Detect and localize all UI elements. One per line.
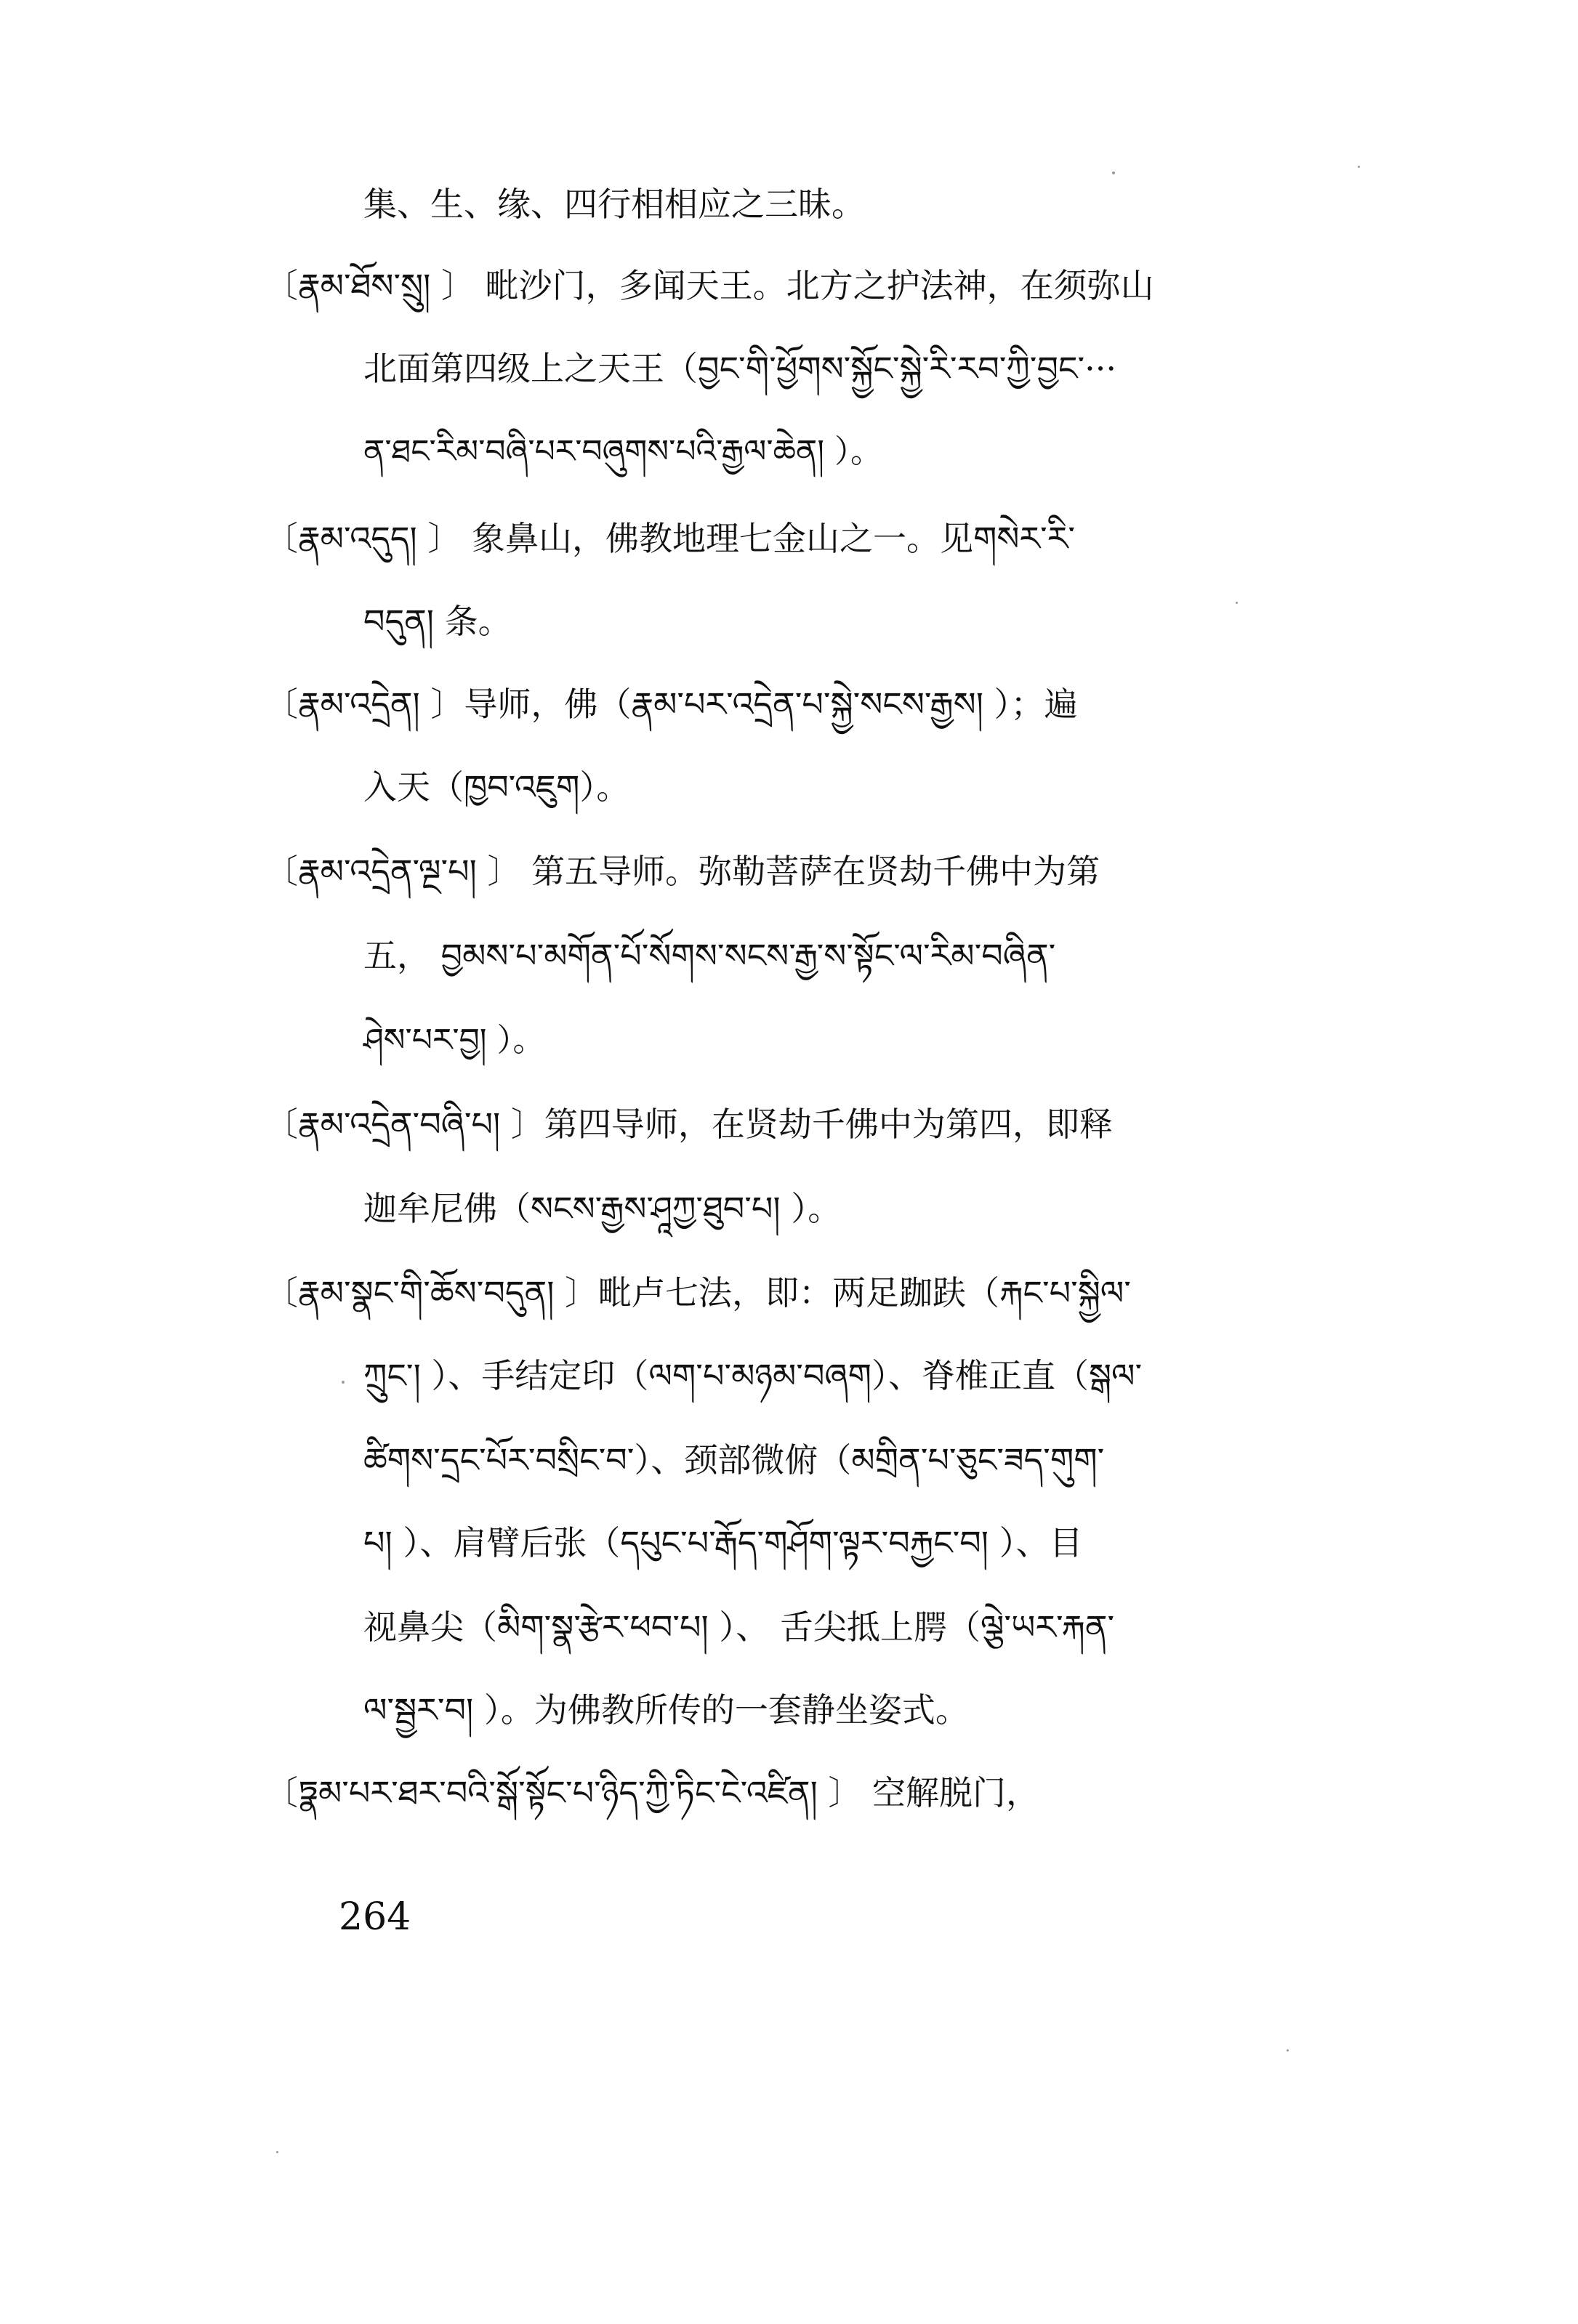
text-line: ལ་སྦྱར་བ། ）。为佛教所传的一套静坐姿式。 [363, 1690, 969, 1730]
text-line: 入天（ཁྱབ་འཇུག）。 [363, 767, 630, 807]
scan-speck [1287, 2049, 1289, 2051]
entry-line: 〔རྣམ་འདྲེན། 〕导师，佛（རྣམ་པར་འདྲེན་པ་སྐྱེ་སངས་རྒྱས། ）；遍 [265, 685, 1078, 724]
text-line: ཤེས་པར་བྱ། ）。 [363, 1022, 545, 1059]
page-number: 264 [339, 1895, 411, 1939]
entry-line: 〔རྣམ་འདྲེན་ལྔ་པ། 〕 第五导师。弥勒菩萨在贤劫千佛中为第 [265, 852, 1100, 891]
text-line: པ། ）、肩臂后张（དཔུང་པ་རྒོད་གཤོག་ལྟར་བརྐྱང་བ། ）、目 [363, 1523, 1083, 1562]
text-line: ཀྲུང་། ）、手结定印（ལག་པ་མཉམ་བཞག）、脊椎正直（སྒལ་ [363, 1356, 1143, 1395]
entry-line: 〔རྣམ་སྣང་གི་ཆོས་བདུན། 〕毗卢七法，即：两足跏趺（རྐང་པ་སྐྱིལ་ [265, 1273, 1131, 1312]
text-line: ན་ཐང་རིམ་བཞི་པར་བཞུགས་པའི་རྒྱལ་ཆེན། ）。 [363, 433, 883, 470]
text-line: 北面第四级上之天王（བྱང་གི་ཕྱོགས་སྐྱོང་སྐྱེ་རི་རབ་ཀྱི་བྱང་··· [363, 349, 1116, 388]
entry-line: 〔རྣམ་འདྲེན་བཞི་པ། 〕第四导师，在贤劫千佛中为第四，即释 [265, 1105, 1113, 1144]
scan-speck [342, 1381, 345, 1384]
text-line: ཚིགས་དྲང་པོར་བསྲིང་བ་）、颈部微俯（མགྲིན་པ་ཅུང་ཟད་གུག་ [363, 1440, 1105, 1480]
scan-speck [276, 2151, 278, 2153]
scan-speck [1112, 172, 1115, 174]
text-line: 视鼻尖（མིག་སྣ་རྩེར་ཕབ་པ། ）、 舌尖抵上腭（ལྕེ་ཡར་རྐན་ [363, 1607, 1115, 1647]
text-line: བདུན། 条。 [363, 602, 512, 641]
scan-speck [1236, 602, 1238, 604]
entry-line: 〔རྣམ་ཐོས་སྲུ། 〕 毗沙门，多闻天王。北方之护法神，在须弥山 [265, 266, 1154, 305]
text-line: 集、生、缘、四行相相应之三昧。 [363, 185, 865, 224]
scan-speck [1358, 166, 1360, 168]
text-line: 迦牟尼佛（སངས་རྒྱས་ཤཱཀྱ་ཐུབ་པ། ）。 [363, 1189, 842, 1228]
text-line: 五， བྱམས་པ་མགོན་པོ་སོགས་སངས་རྒྱ་ས་སྟོང་ལ་རིམ་བཞིན་ [363, 936, 1056, 975]
entry-line: 〔ཏྣམ་པར་ཐར་བའི་སྒོ་སྟོང་པ་ཉིད་ཀྱི་ཏིང་ངེ་འཛིན། 〕 空解脱门， [265, 1773, 1040, 1812]
entry-line: 〔རྣམ་འདུད། 〕 象鼻山，佛教地理七金山之一。见གསེར་རི་ [265, 519, 1076, 558]
